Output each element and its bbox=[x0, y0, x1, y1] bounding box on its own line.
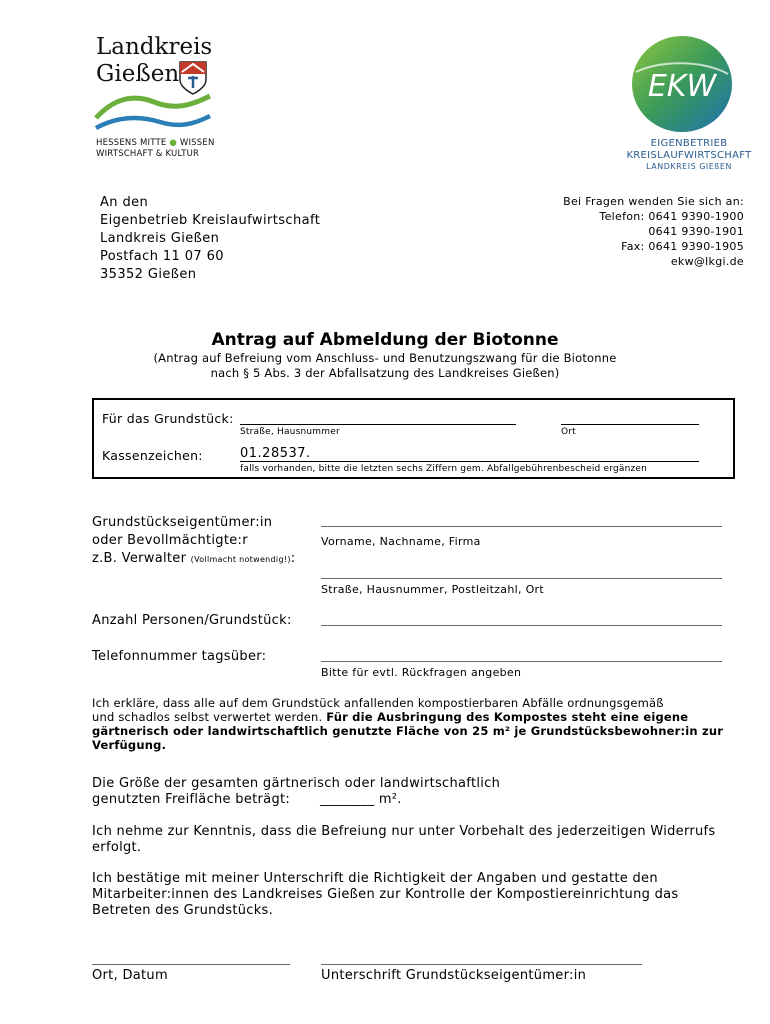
landkreis-hills-icon bbox=[94, 88, 212, 134]
street-hint: Straße, Hausnummer bbox=[240, 427, 340, 437]
confirmation-paragraph bbox=[92, 871, 752, 919]
owner-label-line2: oder Bevollmächtigte:r bbox=[92, 533, 248, 548]
contact-line4: Fax: 0641 9390-1905 bbox=[621, 240, 744, 253]
ekw-line1: EIGENBETRIEB bbox=[650, 138, 728, 149]
area-line2: genutzten Freifläche beträgt: bbox=[92, 792, 291, 807]
address-line2: Eigenbetrieb Kreislaufwirtschaft bbox=[100, 213, 321, 228]
ekw-logo-mark: EKW bbox=[647, 69, 717, 104]
city-hint: Ort bbox=[561, 427, 576, 437]
tagline-part-a: HESSENS MITTE bbox=[96, 138, 167, 148]
owner-name-field[interactable] bbox=[321, 526, 722, 527]
declaration-line2-bold: Für die Ausbringung des Kompostes steht eine eigene bbox=[326, 710, 689, 724]
landkreis-logo-line1: Landkreis bbox=[96, 34, 213, 60]
contact-email: ekw@lkgi.de bbox=[670, 255, 744, 268]
kassenzeichen-value: 01.28537. bbox=[240, 446, 311, 461]
owner-label-note: (Vollmacht notwendig!) bbox=[190, 555, 291, 564]
place-date-label: Ort, Datum bbox=[92, 968, 168, 983]
area-blank[interactable]: ________ m². bbox=[320, 792, 402, 807]
phone-hint: Bitte für evtl. Rückfragen angeben bbox=[321, 666, 522, 679]
address-line3: Landkreis Gießen bbox=[100, 231, 220, 246]
declaration-paragraph bbox=[92, 696, 742, 752]
owner-address-field[interactable] bbox=[321, 578, 722, 579]
address-line5: 35352 Gießen bbox=[100, 267, 197, 282]
city-field[interactable] bbox=[561, 424, 699, 425]
revocation-paragraph bbox=[92, 824, 752, 856]
declaration-line3: gärtnerisch oder landwirtschaftlich genutzte Fläche von 25 m² je Grundstücksbewohner:in zur bbox=[92, 724, 724, 738]
declaration-line4: Verfügung. bbox=[92, 738, 167, 752]
tagline-part-b: WISSEN bbox=[179, 138, 215, 148]
document-title: Antrag auf Abmeldung der Biotonne bbox=[211, 330, 559, 350]
owner-label-line1: Grundstückseigentümer:in bbox=[92, 515, 273, 530]
recipient-address bbox=[100, 194, 320, 284]
owner-label-colon: : bbox=[290, 551, 296, 566]
revocation-line2: erfolgt. bbox=[92, 840, 142, 855]
ekw-logo-icon bbox=[630, 34, 734, 134]
confirmation-line3: Betreten des Grundstücks. bbox=[92, 903, 274, 918]
grundstueck-label: Für das Grundstück: bbox=[102, 411, 234, 426]
owner-label bbox=[92, 514, 295, 569]
landkreis-logo-line2: Gießen bbox=[96, 61, 180, 87]
contact-line1: Bei Fragen wenden Sie sich an: bbox=[563, 195, 744, 208]
kassenzeichen-label: Kassenzeichen: bbox=[102, 448, 203, 463]
street-field[interactable] bbox=[240, 424, 516, 425]
document-subtitle bbox=[0, 351, 770, 381]
phone-label: Telefonnummer tagsüber: bbox=[92, 649, 267, 664]
ekw-line3: LANDKREIS GIEßEN bbox=[646, 162, 732, 171]
signature-field[interactable] bbox=[321, 964, 642, 965]
contact-line3: 0641 9390-1901 bbox=[648, 225, 744, 238]
owner-address-hint: Straße, Hausnummer, Postleitzahl, Ort bbox=[321, 583, 544, 596]
persons-field[interactable] bbox=[321, 625, 722, 626]
subtitle-line2: nach § 5 Abs. 3 der Abfallsatzung des Landkreises Gießen) bbox=[210, 366, 560, 380]
area-paragraph bbox=[92, 776, 752, 808]
owner-label-line3: z.B. Verwalter bbox=[92, 551, 187, 566]
signature-label: Unterschrift Grundstückseigentümer:in bbox=[321, 968, 587, 983]
confirmation-line2: Mitarbeiter:innen des Landkreises Gießen zur Kontrolle der Kompostiereinrichtung das bbox=[92, 887, 679, 902]
persons-label: Anzahl Personen/Grundstück: bbox=[92, 613, 292, 628]
contact-line2: Telefon: 0641 9390-1900 bbox=[599, 210, 744, 223]
address-line1: An den bbox=[100, 195, 149, 210]
area-line1: Die Größe der gesamten gärtnerisch oder landwirtschaftlich bbox=[92, 776, 501, 791]
declaration-line2-normal: und schadlos selbst verwertet werden. bbox=[92, 710, 323, 724]
tagline-line2: WIRTSCHAFT & KULTUR bbox=[96, 149, 200, 159]
owner-name-hint: Vorname, Nachname, Firma bbox=[321, 535, 481, 548]
place-date-field[interactable] bbox=[92, 964, 290, 965]
contact-block bbox=[563, 194, 744, 269]
address-line4: Postfach 11 07 60 bbox=[100, 249, 224, 264]
revocation-line1: Ich nehme zur Kenntnis, dass die Befreiung nur unter Vorbehalt des jederzeitigen Widerrufs bbox=[92, 824, 716, 839]
declaration-line1: Ich erkläre, dass alle auf dem Grundstück anfallenden kompostierbaren Abfälle ordnungsgemäß bbox=[92, 696, 664, 710]
subtitle-line1: (Antrag auf Befreiung vom Anschluss- und Benutzungszwang für die Biotonne bbox=[153, 351, 617, 365]
confirmation-line1: Ich bestätige mit meiner Unterschrift die Richtigkeit der Angaben und gestatte den bbox=[92, 871, 658, 886]
phone-field[interactable] bbox=[321, 661, 722, 662]
ekw-line2: KREISLAUFWIRTSCHAFT bbox=[626, 150, 752, 161]
tagline-dot-icon: ● bbox=[169, 138, 177, 148]
kassenzeichen-hint: falls vorhanden, bitte die letzten sechs Ziffern gem. Abfallgebührenbescheid ergänzen bbox=[240, 464, 648, 474]
landkreis-tagline bbox=[96, 138, 215, 160]
kassenzeichen-field[interactable] bbox=[240, 461, 699, 462]
